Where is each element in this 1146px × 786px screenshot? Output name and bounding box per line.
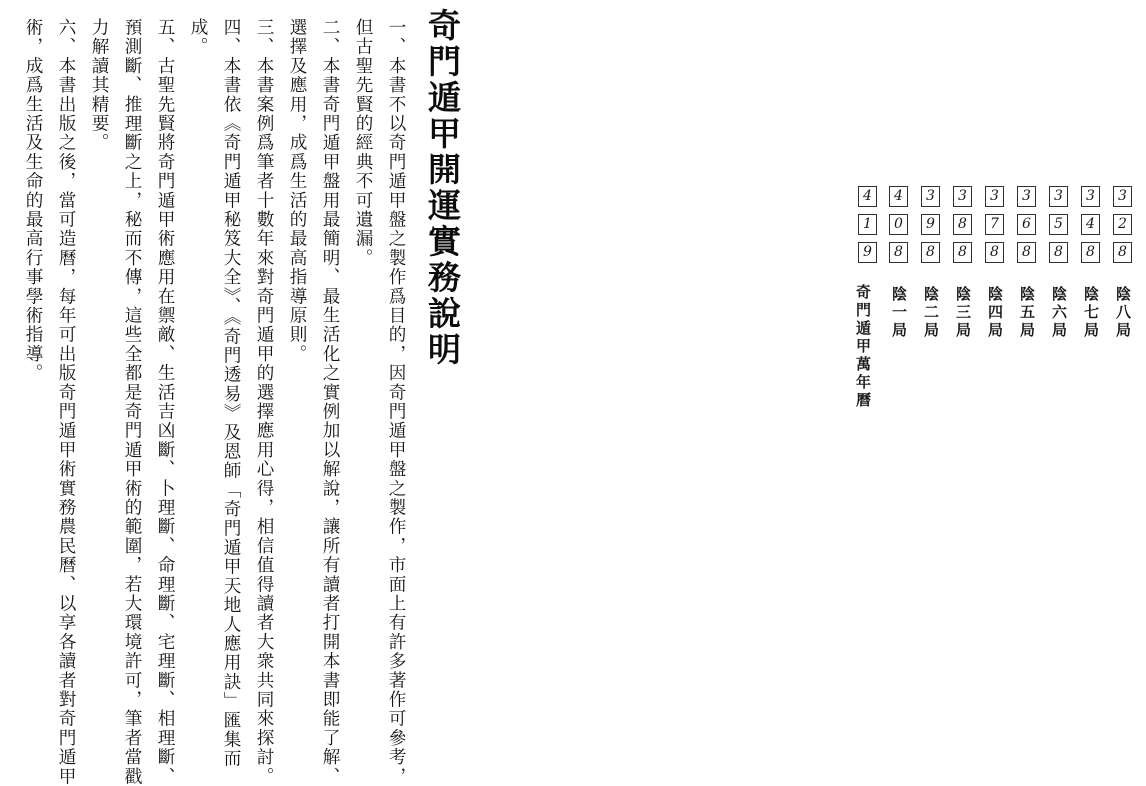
ju-label-yin-3: 陰三局 xyxy=(954,286,972,340)
digit-box: 9 xyxy=(858,242,877,263)
note-number: 三、 xyxy=(254,18,274,57)
digit-box: 4 xyxy=(858,186,877,207)
digit-box: 9 xyxy=(921,214,940,235)
note-item-1 xyxy=(346,18,412,786)
note-number: 四、 xyxy=(221,18,241,57)
digit-box: 4 xyxy=(889,186,908,207)
ju-label-yin-4: 陰四局 xyxy=(986,286,1004,340)
ju-number-column xyxy=(953,186,973,270)
ju-label-yin-5: 陰五局 xyxy=(1018,286,1036,340)
page-title: 奇門遁甲開運實務說明 xyxy=(423,8,462,368)
digit-box: 3 xyxy=(985,186,1004,207)
note-text: 本書依《奇門遁甲秘笈大全》、《奇門透易》及恩師「奇門遁甲天地人應用訣」匯集而成。 xyxy=(188,18,241,769)
digit-box: 1 xyxy=(858,214,877,235)
note-item-3 xyxy=(247,18,280,786)
ju-label-yin-6: 陰六局 xyxy=(1050,286,1068,340)
ju-number-grid xyxy=(858,186,1133,268)
note-text: 本書不以奇門遁甲盤之製作爲目的，因奇門遁甲盤之製作，市面上有許多著作可參考，但古聖先賢的經典不可遺漏。 xyxy=(353,18,406,786)
ju-number-column xyxy=(1081,186,1101,270)
digit-box: 8 xyxy=(953,242,972,263)
note-number: 一、 xyxy=(386,18,406,57)
note-text: 本書出版之後，當可造曆，每年可出版奇門遁甲術實務農民曆、以享各讀者對奇門遁甲術，成爲生活及生命的最高行事學術指導。 xyxy=(23,18,76,786)
ju-number-column xyxy=(1017,186,1037,270)
digit-box: 2 xyxy=(1113,214,1132,235)
ju-number-column xyxy=(858,186,878,270)
notes-section xyxy=(12,18,412,786)
digit-box: 8 xyxy=(953,214,972,235)
ju-label-yin-2: 陰二局 xyxy=(922,286,940,340)
note-number: 五、 xyxy=(155,18,175,57)
digit-box: 0 xyxy=(889,214,908,235)
note-item-5 xyxy=(82,18,181,786)
digit-box: 6 xyxy=(1017,214,1036,235)
note-text: 本書案例爲筆者十數年來對奇門遁甲的選擇應用心得，相信值得讀者大衆共同來探討。 xyxy=(254,56,274,786)
digit-box: 8 xyxy=(921,242,940,263)
digit-box: 8 xyxy=(1017,242,1036,263)
digit-box: 3 xyxy=(1081,186,1100,207)
note-number: 二、 xyxy=(320,18,340,57)
ju-label-yin-8: 陰八局 xyxy=(1114,286,1132,340)
digit-box: 4 xyxy=(1081,214,1100,235)
ju-number-column xyxy=(921,186,941,270)
digit-box: 8 xyxy=(1049,242,1068,263)
digit-box: 8 xyxy=(1113,242,1132,263)
digit-box: 8 xyxy=(985,242,1004,263)
almanac-name: 奇門遁甲萬年曆 xyxy=(854,284,872,410)
digit-box: 3 xyxy=(1017,186,1036,207)
ju-number-column xyxy=(1113,186,1133,270)
ju-label-yin-1: 陰一局 xyxy=(890,286,908,340)
digit-box: 8 xyxy=(889,242,908,263)
digit-box: 8 xyxy=(1081,242,1100,263)
digit-box: 5 xyxy=(1049,214,1068,235)
note-item-4 xyxy=(181,18,247,786)
note-number: 六、 xyxy=(56,18,76,57)
note-item-2 xyxy=(280,18,346,786)
note-item-6 xyxy=(16,18,82,786)
digit-box: 7 xyxy=(985,214,1004,235)
digit-box: 3 xyxy=(953,186,972,207)
ju-label-yin-7: 陰七局 xyxy=(1082,286,1100,340)
ju-number-column xyxy=(985,186,1005,270)
ju-number-column xyxy=(1049,186,1069,270)
note-text: 古聖先賢將奇門遁甲術應用在禦敵、生活吉凶斷、卜理斷、命理斷、宅理斷、相理斷、預測斷、推理斷之上，秘而不傳，這些全都是奇門遁甲術的範圍，若大環境許可，筆者當戳力解讀其精要。 xyxy=(89,18,175,786)
ju-number-column xyxy=(889,186,909,270)
digit-box: 3 xyxy=(1113,186,1132,207)
digit-box: 3 xyxy=(921,186,940,207)
digit-box: 3 xyxy=(1049,186,1068,207)
note-text: 本書奇門遁甲盤用最簡明、最生活化之實例加以解說，讓所有讀者打開本書即能了解、選擇及應用，成爲生活的最高指導原則。 xyxy=(287,18,340,786)
